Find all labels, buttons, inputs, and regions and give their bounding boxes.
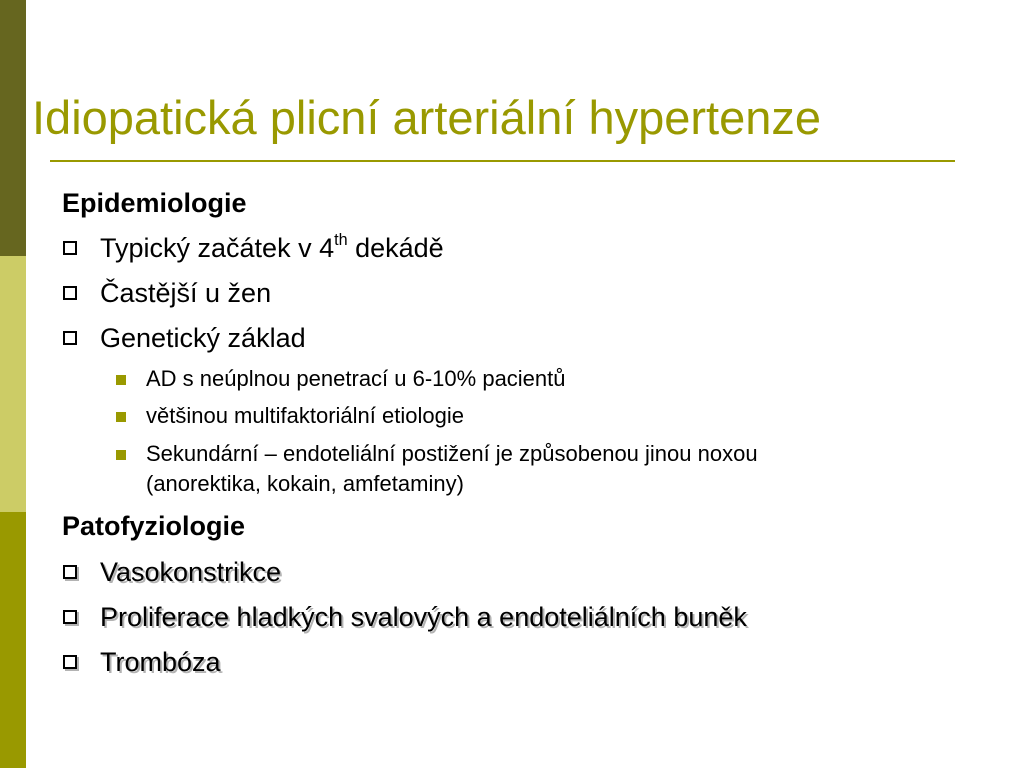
bullet-text: Proliferace hladkých svalových a endoteliálních buněk (100, 602, 747, 632)
filled-square-bullet-icon (116, 450, 126, 460)
sub-bullet-text-line2: (anorektika, kokain, amfetaminy) (146, 471, 464, 496)
bullet-item (100, 600, 747, 634)
slide-title: Idiopatická plicní arteriální hypertenze (32, 91, 821, 144)
filled-square-bullet-icon (116, 412, 126, 422)
bullet-text: Genetický základ (100, 323, 306, 353)
hollow-square-bullet-icon (63, 286, 77, 300)
bullet-item (100, 555, 281, 589)
sub-bullet-continuation (146, 470, 464, 498)
sub-bullet-text: většinou multifaktoriální etiologie (146, 403, 464, 428)
bullet-item (100, 276, 271, 310)
bullet-item (100, 321, 306, 355)
sub-bullet-text-line1: Sekundární – endoteliální postižení je způsobenou jinou noxou (146, 441, 758, 466)
bullet-text: Vasokonstrikce (100, 557, 282, 587)
bullet-item (100, 645, 221, 679)
sub-bullet-text: AD s neúplnou penetrací u 6-10% pacientů (146, 366, 566, 391)
bullet-text: Typický začátek v 4 (100, 233, 335, 263)
sub-bullet-item (146, 440, 758, 468)
section-heading-epidemiologie: Epidemiologie (62, 188, 247, 218)
sub-bullet-item (146, 365, 566, 393)
hollow-square-bullet-icon (63, 565, 77, 579)
bullet-text: Trombóza (100, 647, 221, 677)
sub-bullet-item (146, 402, 464, 430)
section-heading-patofyziologie: Patofyziologie (62, 511, 246, 541)
bullet-text: Častější u žen (100, 278, 272, 308)
hollow-square-bullet-icon (63, 241, 77, 255)
hollow-square-bullet-icon (63, 655, 77, 669)
hollow-square-bullet-icon (63, 331, 77, 345)
filled-square-bullet-icon (116, 375, 126, 385)
bullet-text-tail: dekádě (347, 233, 444, 263)
hollow-square-bullet-icon (63, 610, 77, 624)
bullet-item (100, 231, 444, 265)
bullet-superscript: th (334, 230, 348, 249)
